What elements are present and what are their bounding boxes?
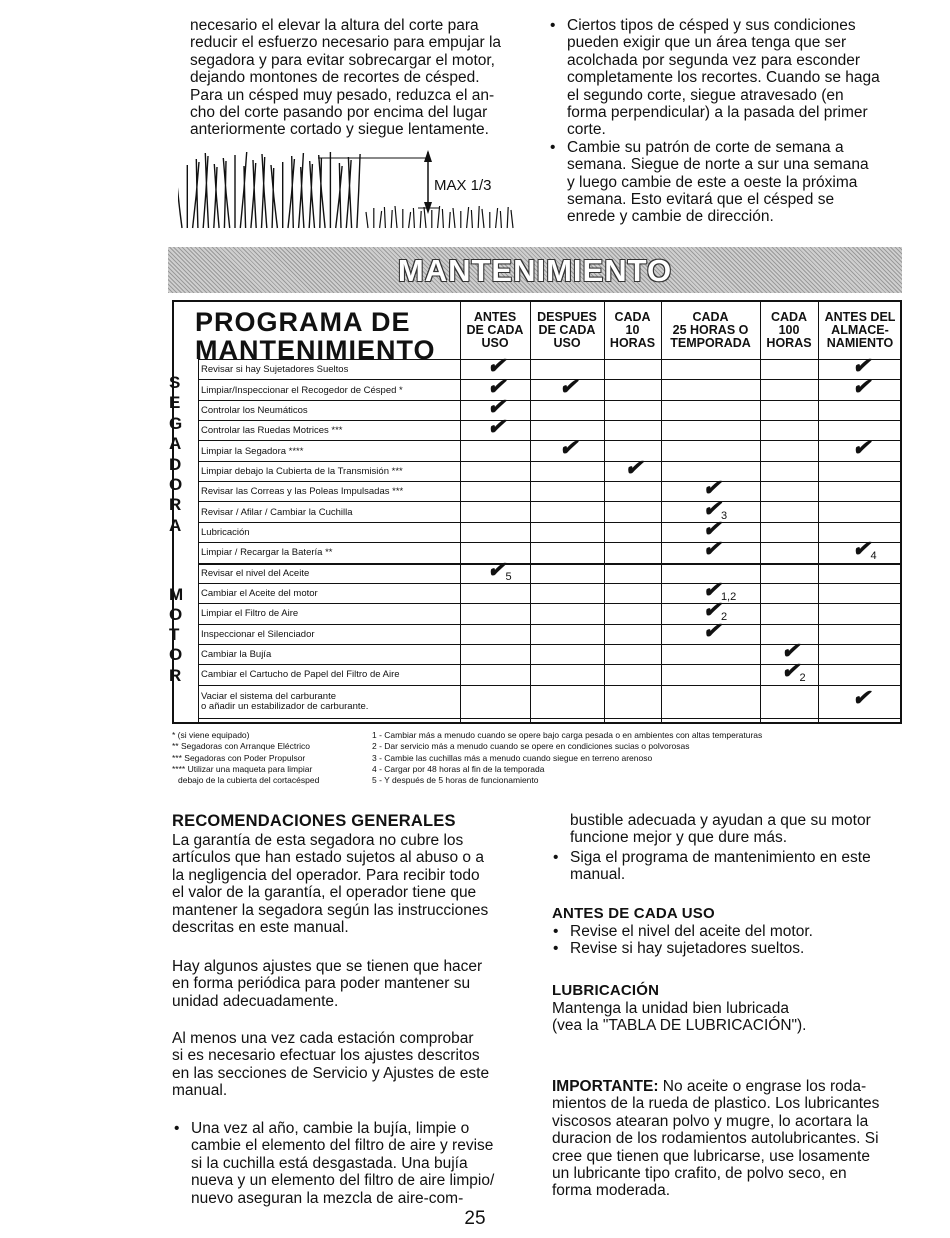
text-line: acolchada por segunda vez para esconder bbox=[567, 51, 860, 69]
column-header bbox=[530, 311, 604, 350]
page-number: 25 bbox=[464, 1208, 486, 1229]
task-label-line: Revisar el nivel del Aceite bbox=[201, 567, 310, 579]
top-left-paragraph bbox=[190, 17, 501, 139]
column-header-line: TEMPORADA bbox=[670, 336, 751, 350]
task-label bbox=[201, 508, 353, 518]
task-label bbox=[201, 447, 303, 457]
group-letter: G bbox=[169, 413, 183, 433]
bullet-icon: • bbox=[550, 138, 556, 156]
task-label-line: Cambiar el Cartucho de Papel del Filtro de Aire bbox=[201, 669, 400, 681]
text-line: Mantenga la unidad bien lubricada bbox=[552, 1000, 789, 1017]
group-letter: O bbox=[169, 645, 183, 665]
text-line: artículos que han estado sujetos al abuso o a bbox=[172, 849, 484, 867]
text-line: semana. Esto evitará que el césped se bbox=[567, 191, 835, 209]
check-mark-icon: ✔ bbox=[487, 353, 506, 379]
footnote-symbol: debajo de la cubierta del cortacésped bbox=[178, 775, 320, 786]
text-line: manual. bbox=[570, 866, 626, 884]
group-letter: O bbox=[169, 475, 183, 494]
task-label-line: Revisar / Afilar / Cambiar la Cuchilla bbox=[201, 506, 353, 518]
check-mark-icon: ✔ bbox=[852, 685, 871, 711]
task-label-line: Inspeccionar el Silenciador bbox=[201, 628, 315, 640]
group-letter: A bbox=[169, 515, 182, 535]
task-label bbox=[201, 692, 368, 712]
task-label-line: Limpiar/Inspeccionar el Recogedor de Césped * bbox=[201, 384, 403, 396]
task-label bbox=[201, 548, 332, 558]
task-label-line: Controlar los Neumáticos bbox=[201, 404, 308, 416]
text-line: Para un césped muy pesado, reduzca el an- bbox=[190, 86, 495, 104]
text-line: enrede y cambie de dirección. bbox=[567, 208, 774, 226]
text-line: duracion de los rodamientos autolubricantes. Si bbox=[552, 1130, 879, 1148]
before-use-text: Revise el nivel del aceite del motor. bbox=[570, 923, 813, 940]
task-label bbox=[201, 386, 403, 396]
text-line: cree que tienen que lubricarse, use losamente bbox=[552, 1147, 870, 1165]
task-label-line: Vaciar el sistema del carburante bbox=[201, 691, 336, 703]
column-header-line: DE CADA bbox=[466, 323, 524, 337]
footnote-symbol: *** Segadoras con Poder Propulsor bbox=[172, 752, 306, 763]
task-label bbox=[201, 487, 403, 497]
group-letter: R bbox=[169, 495, 182, 515]
task-label-line: Limpiar la Segadora **** bbox=[201, 445, 304, 457]
column-header-line: 25 HORAS O bbox=[672, 323, 749, 337]
column-header bbox=[604, 311, 661, 350]
check-mark-icon: ✔ bbox=[624, 454, 643, 480]
footnote-number: 4 - Cargar por 48 horas al fin de la temporada bbox=[372, 763, 545, 774]
lubrication-heading: LUBRICACIÓN bbox=[552, 982, 660, 999]
text-line: la negligencia del operador. Para recibir todo bbox=[172, 866, 480, 884]
before-use-heading: ANTES DE CADA USO bbox=[552, 905, 715, 922]
column-header-line: ALMACE- bbox=[831, 323, 889, 337]
task-label bbox=[201, 589, 318, 599]
task-label-line: Cambiar el Aceite del motor bbox=[201, 588, 318, 600]
column-header-line: HORAS bbox=[766, 336, 812, 350]
column-header-line: CADA bbox=[692, 310, 729, 324]
text-line: si la cuchilla está desgastada. Una bujía bbox=[191, 1154, 468, 1172]
bullet-icon: • bbox=[553, 923, 559, 940]
general-bullet bbox=[174, 1120, 495, 1207]
task-label bbox=[201, 670, 400, 680]
text-line: Siga el programa de mantenimiento en este bbox=[570, 849, 871, 866]
column-header bbox=[760, 311, 818, 350]
column-header-line: 100 bbox=[778, 323, 800, 337]
text-line: mantener la segadora según las instrucciones bbox=[172, 901, 489, 919]
check-mark-icon: ✔ bbox=[559, 434, 578, 460]
check-mark-icon: ✔ bbox=[487, 393, 506, 419]
footnote-number: 3 - Cambie las cuchillas más a menudo cuando siegue en terreno arenoso bbox=[372, 752, 653, 763]
text-line: cambie el elemento del filtro de aire y revise bbox=[191, 1137, 494, 1155]
check-mark-icon: ✔ bbox=[702, 617, 721, 643]
check-mark-icon: ✔ bbox=[559, 373, 578, 399]
bullet-icon: • bbox=[553, 940, 559, 958]
text-line: semana. Siegue de norte a sur una semana bbox=[567, 156, 869, 174]
check-mark-icon: ✔ bbox=[852, 353, 871, 379]
column-header-line: ANTES bbox=[473, 310, 517, 324]
task-label bbox=[201, 365, 348, 375]
group-letter: D bbox=[169, 454, 182, 474]
schedule-title-line: PROGRAMA DE bbox=[195, 307, 411, 337]
text-line: descritas en este manual. bbox=[172, 919, 349, 937]
check-mark-icon: ✔ bbox=[702, 475, 721, 501]
text-line: nueva y un elemento del filtro de aire limpio/ bbox=[191, 1172, 495, 1190]
text-line: completamente los recortes. Cuando se haga bbox=[567, 69, 880, 87]
text-line: pueden exigir que un área tenga que ser bbox=[567, 34, 847, 52]
check-mark-icon: ✔ bbox=[702, 536, 721, 562]
maintenance-banner bbox=[168, 247, 902, 293]
text-line: segadora y para evitar sobrecargar el motor, bbox=[190, 51, 495, 69]
text-line: un lubricante tipo crafito, de polvo seco, en bbox=[552, 1165, 847, 1183]
column-header-line: DE CADA bbox=[538, 323, 596, 337]
important-first-line: No aceite o engrase los roda- bbox=[658, 1078, 867, 1095]
text-line: nuevo aseguran la mezcla de aire-com- bbox=[191, 1189, 464, 1207]
text-line: (vea la "TABLA DE LUBRICACIÓN"). bbox=[552, 1017, 807, 1035]
check-footnote: 3 bbox=[720, 509, 728, 522]
banner-title: MANTENIMIENTO bbox=[397, 253, 673, 288]
text-line: el valor de la garantía, el operador tiene que bbox=[172, 884, 477, 902]
check-mark-icon: $✔_2$ bbox=[702, 597, 728, 624]
column-header-line: USO bbox=[481, 336, 509, 350]
before-use-text: Revise si hay sujetadores sueltos. bbox=[570, 940, 805, 958]
footnote-symbol: **** Utilizar una maqueta para limpiar bbox=[172, 763, 313, 774]
column-header-line: HORAS bbox=[609, 336, 656, 350]
column-header-line: CADA bbox=[614, 310, 651, 324]
column-header-line: USO bbox=[553, 336, 581, 350]
task-label-line: Controlar las Ruedas Motrices *** bbox=[201, 425, 343, 437]
before-use-item bbox=[553, 940, 805, 958]
right-bullet bbox=[553, 849, 871, 884]
schedule-title bbox=[195, 308, 436, 364]
task-label-line: Revisar las Correas y las Poleas Impulsadas *** bbox=[201, 486, 404, 498]
check-mark-icon: ✔ bbox=[487, 373, 506, 399]
text-line: La garantía de esta segadora no cubre los bbox=[172, 832, 464, 849]
task-label-line: Limpiar el Filtro de Aire bbox=[201, 608, 299, 620]
tall-grass-icon bbox=[178, 152, 360, 228]
text-line: forma moderada. bbox=[552, 1182, 671, 1200]
check-mark-icon: ✔ bbox=[852, 373, 871, 399]
text-line: corte. bbox=[567, 121, 606, 139]
footnote-symbol: ** Segadoras con Arranque Eléctrico bbox=[172, 741, 310, 752]
check-mark-icon: $✔_2$ bbox=[781, 658, 806, 685]
text-line: Ciertos tipos de césped y sus condiciones bbox=[567, 17, 856, 34]
grass-label: MAX 1/3 bbox=[434, 177, 492, 194]
general-paragraph-3 bbox=[172, 1030, 489, 1100]
check-footnote: 2 bbox=[799, 672, 806, 685]
task-label bbox=[201, 426, 343, 436]
important-rest bbox=[552, 1095, 879, 1199]
group-letter: M bbox=[169, 584, 184, 604]
group-letter: A bbox=[169, 434, 182, 454]
maintenance-schedule-table bbox=[169, 300, 902, 724]
text-line: forma perpendicular) a la pasada del primer bbox=[567, 104, 868, 122]
column-header bbox=[460, 311, 530, 350]
column-header-line: NAMIENTO bbox=[826, 336, 894, 350]
text-line: el segundo corte, siegue atravesado (en bbox=[567, 86, 844, 104]
check-mark-icon: ✔ bbox=[852, 434, 871, 460]
text-line: en forma periódica para poder mantener su bbox=[172, 975, 471, 993]
text-line: en las secciones de Servicio y Ajustes de este bbox=[172, 1064, 490, 1082]
text-line: bustible adecuada y ayudan a que su motor bbox=[570, 812, 871, 829]
task-label-line: Limpiar / Recargar la Batería ** bbox=[201, 547, 333, 559]
text-line: viscosos atearan polvo y mugre, lo acortara la bbox=[552, 1112, 869, 1130]
column-header bbox=[818, 311, 902, 350]
bullet-icon: • bbox=[550, 17, 556, 34]
text-line: reducir el esfuerzo necesario para empujar la bbox=[190, 34, 502, 52]
important-label: IMPORTANTE: bbox=[552, 1078, 659, 1095]
group-letter: R bbox=[169, 665, 182, 685]
check-mark-icon: $✔_3$ bbox=[702, 495, 728, 522]
footnote-symbol: * (si viene equipado) bbox=[172, 730, 250, 740]
cut-grass-icon bbox=[366, 206, 513, 228]
task-label bbox=[201, 528, 250, 538]
top-right-bullet-1 bbox=[550, 17, 880, 139]
text-line: dejando montones de recortes de césped. bbox=[190, 69, 480, 87]
task-label-line: Lubricación bbox=[201, 526, 250, 538]
general-paragraph-2 bbox=[172, 958, 482, 1010]
right-continuation bbox=[570, 812, 871, 847]
check-mark-icon: ✔ bbox=[781, 638, 800, 664]
before-use-item bbox=[553, 923, 813, 940]
group-letter: O bbox=[169, 604, 183, 624]
text-line: unidad adecuadamente. bbox=[172, 992, 339, 1010]
group-letter: E bbox=[169, 393, 181, 413]
check-mark-icon: ✔ bbox=[487, 414, 506, 440]
schedule-title-line: MANTENIMIENTO bbox=[195, 335, 436, 365]
text-line: mientos de la rueda de plastico. Los lubricantes bbox=[552, 1095, 880, 1113]
footnote-number: 2 - Dar servicio más a menudo cuando se opere en condiciones sucias o polvorosas bbox=[372, 741, 690, 752]
footnote-number: 1 - Cambiar más a menudo cuando se opere bajo carga pesada o en ambientes con altas temperaturas bbox=[372, 730, 763, 740]
text-line: anteriormente cortado y siegue lentamente. bbox=[190, 121, 489, 139]
text-line: funcione mejor y que dure más. bbox=[570, 829, 788, 847]
task-label bbox=[201, 609, 298, 619]
task-label-line: Cambiar la Bujía bbox=[201, 649, 272, 661]
task-label bbox=[201, 467, 403, 477]
group-letter: T bbox=[169, 625, 180, 645]
bullet-icon: • bbox=[174, 1120, 180, 1137]
footnote-number: 5 - Y después de 5 horas de funcionamiento bbox=[372, 775, 539, 786]
text-line: cho del corte pasando por encima del lugar bbox=[190, 104, 488, 122]
top-right-bullet-2 bbox=[550, 138, 869, 226]
general-paragraph-1 bbox=[172, 832, 488, 936]
task-label bbox=[201, 406, 308, 416]
check-mark-icon: $✔_4$ bbox=[852, 536, 877, 563]
lubrication-text bbox=[552, 1000, 806, 1035]
column-header-line: CADA bbox=[770, 310, 808, 324]
group-letter: S bbox=[169, 373, 181, 392]
text-line: manual. bbox=[172, 1082, 228, 1100]
column-header-line: ANTES DEL bbox=[824, 310, 896, 324]
check-mark-icon: $✔_5$ bbox=[487, 556, 512, 583]
important-note bbox=[552, 1078, 879, 1200]
column-header-line: 10 bbox=[625, 323, 640, 337]
bullet-icon: • bbox=[553, 849, 559, 866]
check-mark-icon: ✔ bbox=[702, 515, 721, 541]
text-line: si es necesario efectuar los ajustes descritos bbox=[172, 1047, 480, 1065]
text-line: y luego cambie de este a oeste la próxima bbox=[567, 173, 858, 191]
general-heading: RECOMENDACIONES GENERALES bbox=[172, 812, 456, 830]
task-label bbox=[201, 569, 309, 579]
text-line: Al menos una vez cada estación comprobar bbox=[172, 1030, 474, 1047]
task-label bbox=[201, 650, 271, 660]
text-line: Una vez al año, cambie la bujía, limpie o bbox=[191, 1120, 470, 1137]
task-label-line: o añadir un estabilizador de carburante. bbox=[201, 701, 369, 713]
check-mark-icon: $✔_{1,2}$ bbox=[702, 577, 737, 604]
text-line: Cambie su patrón de corte de semana a bbox=[567, 138, 844, 156]
text-line: necesario el elevar la altura del corte para bbox=[190, 17, 479, 34]
text-line: Hay algunos ajustes que se tienen que hacer bbox=[172, 958, 483, 975]
check-footnote: 2 bbox=[720, 611, 728, 624]
check-footnote: 1,2 bbox=[720, 591, 737, 604]
task-label-line: Revisar si hay Sujetadores Sueltos bbox=[201, 364, 349, 376]
column-header bbox=[661, 311, 760, 350]
check-footnote: 5 bbox=[505, 570, 512, 583]
task-label bbox=[201, 630, 315, 640]
column-header-line: DESPUES bbox=[537, 310, 597, 324]
task-label-line: Limpiar debajo la Cubierta de la Transmisión *** bbox=[201, 465, 403, 477]
check-footnote: 4 bbox=[870, 550, 877, 563]
